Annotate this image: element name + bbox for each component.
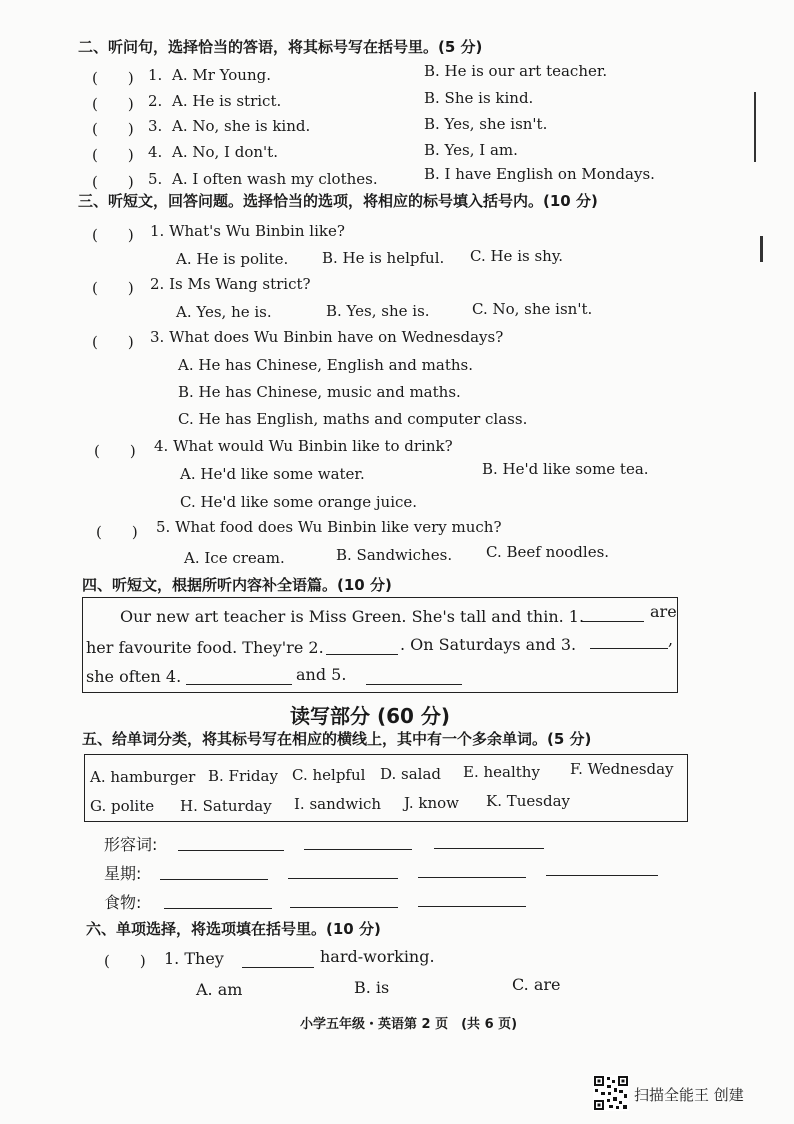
blank-4[interactable] xyxy=(186,684,292,685)
passage-line-2-end: , xyxy=(668,630,674,649)
option-c: C. Beef noodles. xyxy=(486,543,610,561)
answer-bracket[interactable]: ( ) xyxy=(92,95,134,113)
option-a: A. He is strict. xyxy=(172,92,282,110)
passage-line-3-end: and 5. xyxy=(296,665,347,684)
word-c: C. helpful xyxy=(292,766,366,784)
option-c: C. He'd like some orange juice. xyxy=(180,493,418,511)
food-blank-3[interactable] xyxy=(418,906,526,907)
option-b: B. I have English on Mondays. xyxy=(424,165,655,183)
question-text: 2. Is Ms Wang strict? xyxy=(150,275,311,293)
passage-line-3-start: she often 4. xyxy=(86,667,182,686)
category-adjective-label: 形容词: xyxy=(104,835,158,854)
option-b: B. Sandwiches. xyxy=(336,546,453,564)
answer-bracket[interactable]: ( ) xyxy=(96,523,138,541)
question-1-start: 1. They xyxy=(164,949,224,968)
blank-1[interactable] xyxy=(582,621,644,622)
word-h: H. Saturday xyxy=(180,797,272,815)
option-c: C. He is shy. xyxy=(470,247,564,265)
option-b: B. He has Chinese, music and maths. xyxy=(178,383,461,401)
item-number: 1. xyxy=(148,66,163,84)
answer-bracket[interactable]: ( ) xyxy=(104,952,146,970)
option-b: B. Yes, she isn't. xyxy=(424,115,548,133)
answer-bracket[interactable]: ( ) xyxy=(92,226,134,244)
weekday-blank-4[interactable] xyxy=(546,875,658,876)
option-a: A. am xyxy=(196,980,243,999)
page-footer: 小学五年级・英语第 2 页 (共 6 页) xyxy=(300,1017,518,1032)
option-c: C. No, she isn't. xyxy=(472,300,593,318)
question-text: 1. What's Wu Binbin like? xyxy=(150,222,345,240)
option-b: B. He is our art teacher. xyxy=(424,62,608,80)
item-number: 4. xyxy=(148,143,163,161)
item-number: 5. xyxy=(148,170,163,188)
blank-2[interactable] xyxy=(326,654,398,655)
option-b: B. He is helpful. xyxy=(322,249,445,267)
passage-line-2-start: her favourite food. They're 2. xyxy=(86,638,324,657)
answer-bracket[interactable]: ( ) xyxy=(92,333,134,351)
word-j: J. know xyxy=(404,794,460,812)
question-text: 3. What does Wu Binbin have on Wednesdays? xyxy=(150,328,504,346)
weekday-blank-2[interactable] xyxy=(288,878,398,879)
option-b: B. Yes, I am. xyxy=(424,141,518,159)
option-c: C. are xyxy=(512,975,561,994)
food-blank-1[interactable] xyxy=(164,908,272,909)
food-blank-2[interactable] xyxy=(290,907,398,908)
question-text: 4. What would Wu Binbin like to drink? xyxy=(154,437,453,455)
scan-edge-mark xyxy=(754,92,756,162)
item-number: 2. xyxy=(148,92,163,110)
section-4-heading: 四、听短文，根据所听内容补全语篇。(10 分) xyxy=(82,576,392,594)
option-a: A. I often wash my clothes. xyxy=(172,170,378,188)
question-1-end: hard-working. xyxy=(320,947,435,966)
option-a: A. Mr Young. xyxy=(172,66,271,84)
weekday-blank-1[interactable] xyxy=(160,879,268,880)
category-weekday-label: 星期: xyxy=(104,864,142,883)
section-2-heading: 二、听问句，选择恰当的答语，将其标号写在括号里。(5 分) xyxy=(78,38,483,56)
option-a: A. No, she is kind. xyxy=(172,117,311,135)
blank-3[interactable] xyxy=(590,648,668,649)
adjective-blank-2[interactable] xyxy=(304,849,412,850)
section-6-heading: 六、单项选择，将选项填在括号里。(10 分) xyxy=(86,920,381,938)
adjective-blank-3[interactable] xyxy=(434,848,544,849)
section-3-heading: 三、听短文，回答问题。选择恰当的选项，将相应的标号填入括号内。(10 分) xyxy=(78,192,598,210)
option-b: B. She is kind. xyxy=(424,89,534,107)
item-number: 3. xyxy=(148,117,163,135)
category-food-label: 食物: xyxy=(104,893,142,912)
answer-bracket[interactable]: ( ) xyxy=(92,120,134,138)
answer-bracket[interactable]: ( ) xyxy=(92,146,134,164)
scanner-watermark: 扫描全能王 创建 xyxy=(634,1086,744,1104)
part-title: 读写部分 (60 分) xyxy=(290,704,451,728)
option-b: B. is xyxy=(354,978,390,997)
adjective-blank-1[interactable] xyxy=(178,850,284,851)
question-text: 5. What food does Wu Binbin like very much? xyxy=(156,518,502,536)
blank-5[interactable] xyxy=(366,684,462,685)
answer-bracket[interactable]: ( ) xyxy=(94,442,136,460)
option-a: A. Yes, he is. xyxy=(176,303,272,321)
section-5-heading: 五、给单词分类，将其标号写在相应的横线上，其中有一个多余单词。(5 分) xyxy=(82,730,592,748)
option-a: A. No, I don't. xyxy=(172,143,278,161)
word-f: F. Wednesday xyxy=(570,760,674,778)
passage-line-2-middle: . On Saturdays and 3. xyxy=(400,635,577,654)
answer-bracket[interactable]: ( ) xyxy=(92,69,134,87)
scan-edge-mark xyxy=(760,236,763,262)
word-i: I. sandwich xyxy=(294,795,382,813)
option-a: A. He has Chinese, English and maths. xyxy=(178,356,473,374)
passage-line-1-end: are xyxy=(650,602,677,621)
word-d: D. salad xyxy=(380,765,442,783)
weekday-blank-3[interactable] xyxy=(418,877,526,878)
option-a: A. He is polite. xyxy=(176,250,289,268)
passage-line-1: Our new art teacher is Miss Green. She's tall and thin. 1. xyxy=(120,607,585,626)
word-b: B. Friday xyxy=(208,767,278,785)
question-1-blank[interactable] xyxy=(242,967,314,968)
word-e: E. healthy xyxy=(463,763,540,781)
option-a: A. Ice cream. xyxy=(184,549,285,567)
word-g: G. polite xyxy=(90,797,155,815)
answer-bracket[interactable]: ( ) xyxy=(92,279,134,297)
qr-code-icon xyxy=(593,1075,629,1111)
option-b: B. He'd like some tea. xyxy=(482,460,649,478)
option-c: C. He has English, maths and computer class. xyxy=(178,410,528,428)
word-k: K. Tuesday xyxy=(486,792,571,810)
word-a: A. hamburger xyxy=(90,768,196,786)
answer-bracket[interactable]: ( ) xyxy=(92,173,134,191)
option-b: B. Yes, she is. xyxy=(326,302,430,320)
option-a: A. He'd like some water. xyxy=(180,465,365,483)
